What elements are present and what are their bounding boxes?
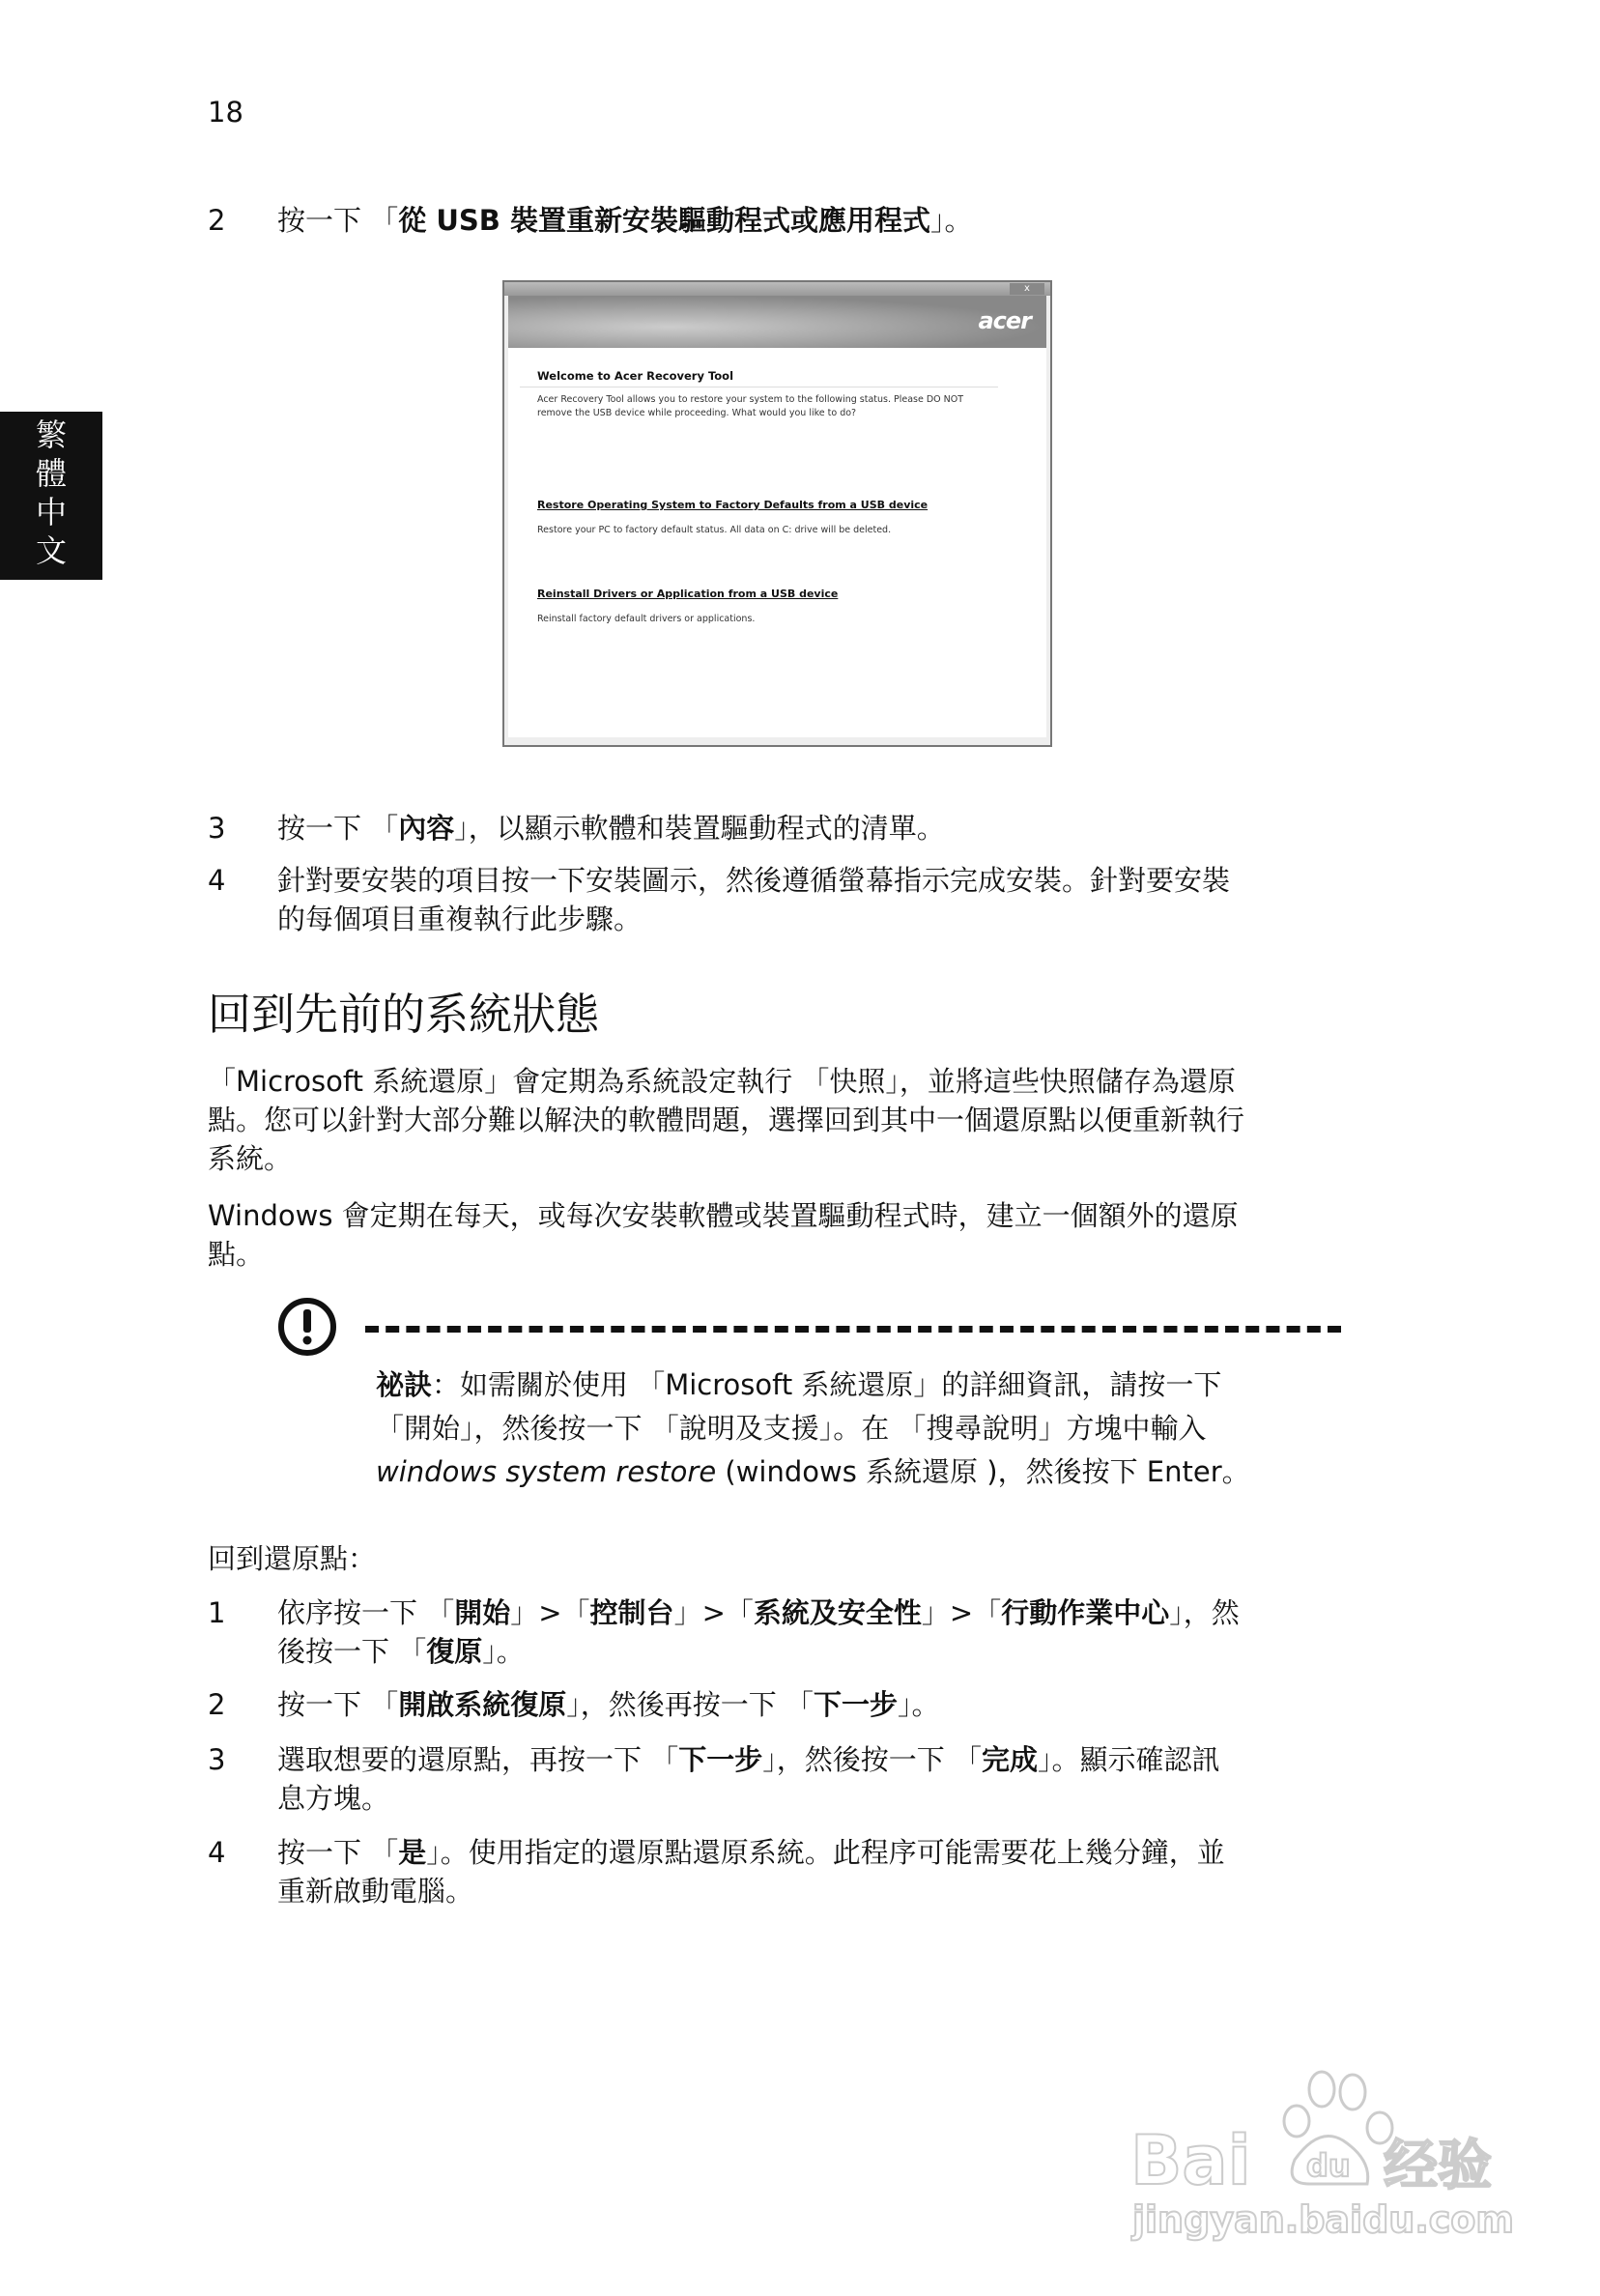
side-tab-char: 繁 [35,416,67,453]
step-text [277,201,972,240]
banner [508,296,1046,348]
step-text [277,1833,1225,1872]
svg-text:Bai: Bai [1130,2121,1251,2200]
bold-text: 開始 [454,1596,511,1629]
step-number: 2 [208,1688,226,1721]
section-heading: 回到先前的系統狀態 [208,989,600,1040]
text: 」，然後按一下 「 [762,1743,982,1776]
step-number: 2 [208,204,226,237]
tip-line2: 「開始」，然後按一下 「說明及支援」。在 「搜尋說明」方塊中輸入 [376,1412,1207,1445]
bold-text: 開啟系統復原 [398,1688,567,1721]
step-text [277,1593,1240,1632]
tip-line1 [376,1363,1221,1407]
step-text [277,1740,1220,1779]
text: 依序按一下 「 [277,1596,455,1629]
text: 」。 [929,204,973,237]
acer-recovery-tool-screenshot [502,280,1052,747]
side-tab-char: 體 [35,455,67,492]
text: 按一下 「 [277,204,399,237]
step-text-line2: 重新啟動電腦。 [277,1875,474,1908]
text: 」，然 [1169,1596,1240,1629]
text: 選取想要的還原點，再按一下 「 [277,1743,679,1776]
paragraph-system-restore [208,1062,1348,1178]
step-text [277,1685,939,1724]
svg-text:jingyan.baidu.com: jingyan.baidu.com [1132,2198,1514,2241]
svg-text:经验: 经验 [1384,2135,1492,2197]
page-number: 18 [208,96,243,129]
close-icon[interactable]: x [1010,283,1044,295]
italic-text: windows system restore [376,1455,717,1488]
tip-line3 [376,1450,1250,1494]
text: 按一下 「 [277,1688,399,1721]
baidu-watermark-logo [1130,2049,1517,2242]
step-number: 1 [208,1596,226,1629]
language-side-tab [0,412,102,580]
text: 按一下 「 [277,812,399,845]
bold-text: 完成 [981,1743,1038,1776]
tip-label: 祕訣 [376,1368,433,1401]
bold-text: 下一步 [813,1688,898,1721]
step-4-install [0,861,1600,938]
text: 」，以顯示軟體和裝置驅動程式的清單。 [454,812,945,845]
restore-intro: 回到還原點： [208,1542,377,1575]
line: 點。您可以針對大部分難以解決的軟體問題，選擇回到其中一個還原點以便重新執行 [208,1104,1245,1136]
step-text [277,809,945,847]
svg-text:du: du [1306,2147,1351,2184]
intro-text: Acer Recovery Tool allows you to restore your system to the following status. Please DO NOT remove the USB device while proceeding. What would you like to do? [537,394,964,418]
step-text-line1: 針對要安裝的項目按一下安裝圖示，然後遵循螢幕指示完成安裝。針對要安裝 [277,864,1231,897]
window-body [508,348,1046,737]
line: 點。 [208,1238,265,1271]
bold-text: 是 [398,1836,427,1869]
text: 」。 [897,1688,940,1721]
side-tab-char: 中 [35,494,67,531]
text: 」>「 [510,1596,590,1629]
restore-step-4 [0,1833,1600,1910]
reinstall-drivers-description: Reinstall factory default drivers or applications. [537,614,756,624]
line: 「Microsoft 系統還原」會定期為系統設定執行 「快照」，並將這些快照儲存為還原 [208,1065,1236,1098]
text: 」>「 [921,1596,1002,1629]
bold-text: 行動作業中心 [1001,1596,1170,1629]
bold-text: 下一步 [678,1743,763,1776]
warning-icon [277,1297,337,1357]
bold-text: 系統及安全性 [753,1596,922,1629]
text: (windows 系統還原 )，然後按下 Enter。 [716,1455,1250,1488]
step-number: 4 [208,864,226,897]
text: 」。使用指定的還原點還原系統。此程序可能需要花上幾分鐘，並 [426,1836,1225,1869]
text: 」>「 [673,1596,754,1629]
step-number: 3 [208,1743,226,1776]
bold-text: 復原 [426,1635,483,1668]
reinstall-drivers-link[interactable]: Reinstall Drivers or Application from a USB device [537,588,839,600]
bold-text: 控制台 [589,1596,674,1629]
window-titlebar [504,282,1050,296]
text: 」，然後再按一下 「 [566,1688,814,1721]
text: 後按一下 「 [277,1635,427,1668]
bold-text: 內容 [398,812,455,845]
restore-os-description: Restore your PC to factory default status. All data on C: drive will be deleted. [537,525,892,535]
step-text-line2 [277,1632,525,1671]
side-tab-char: 文 [35,532,67,569]
window-title: Welcome to Acer Recovery Tool [537,369,734,383]
text: 」。顯示確認訊 [1037,1743,1220,1776]
step-number: 4 [208,1836,226,1869]
step-3-contents [0,809,1600,847]
line: 系統。 [208,1142,293,1175]
paragraph-windows-restore-points [208,1196,1348,1274]
text: 」。 [482,1635,525,1668]
step-2-reinstall [0,201,1600,240]
line: Windows 會定期在每天，或每次安裝軟體或裝置驅動程式時，建立一個額外的還原 [208,1199,1239,1232]
restore-step-2 [0,1685,1600,1724]
text: ：如需關於使用 「Microsoft 系統還原」的詳細資訊，請按一下 [432,1368,1222,1401]
restore-step-3 [0,1740,1600,1818]
restore-os-link[interactable]: Restore Operating System to Factory Defaults from a USB device [537,499,929,511]
step-number: 3 [208,812,226,845]
bold-text: 從 USB 裝置重新安裝驅動程式或應用程式 [398,204,930,237]
step-text-line2: 的每個項目重複執行此步驟。 [277,903,643,935]
restore-step-1 [0,1593,1600,1671]
step-text-line2: 息方塊。 [277,1782,390,1815]
note-divider [365,1326,1341,1333]
acer-logo: acer [978,307,1031,334]
text: 按一下 「 [277,1836,399,1869]
